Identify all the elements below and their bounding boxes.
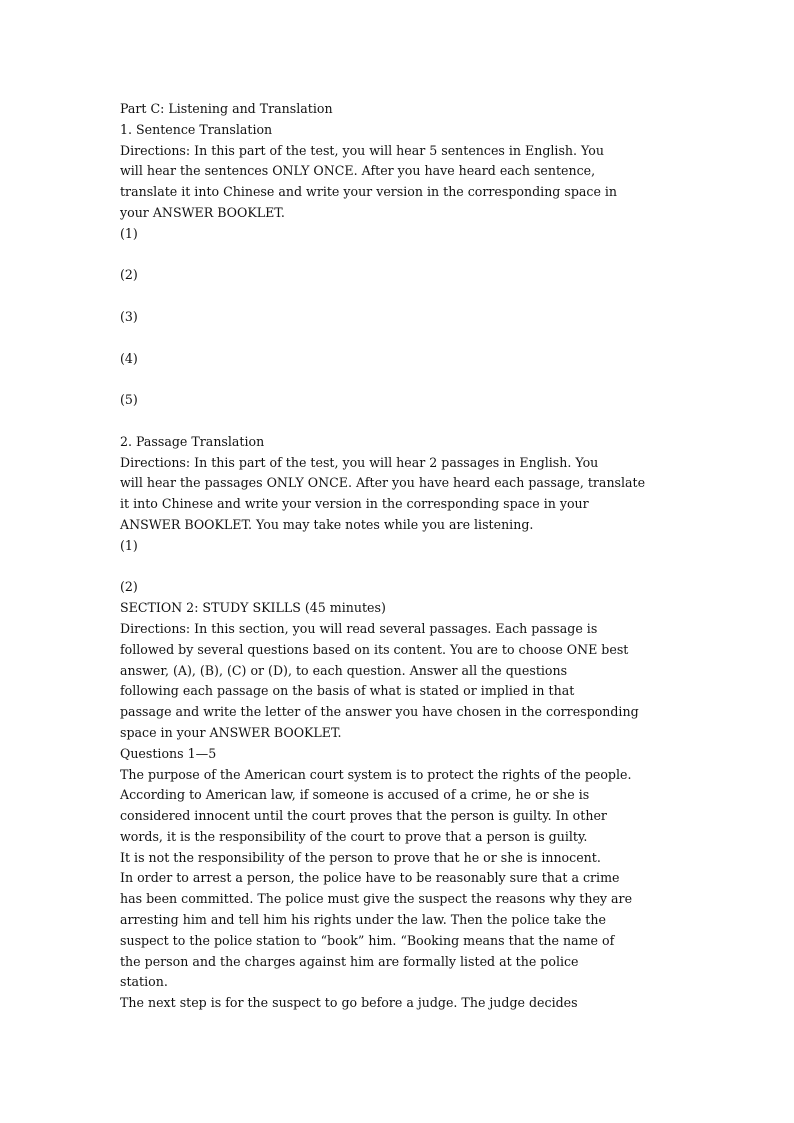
passage-line: suspect to the police station to “book” him. “Booking means that the name of bbox=[120, 932, 615, 948]
passage-line: considered innocent until the court proves that the person is guilty. In other bbox=[120, 808, 607, 824]
section-2-heading: SECTION 2: STUDY SKILLS (45 minutes) bbox=[120, 600, 386, 616]
part-c-heading: Part C: Listening and Translation bbox=[120, 101, 333, 116]
sentence-directions-line: your ANSWER BOOKLET. bbox=[120, 204, 285, 220]
sentence-item: (4) bbox=[120, 350, 138, 366]
passage-item: (1) bbox=[120, 537, 138, 553]
passage-item: (2) bbox=[120, 579, 138, 595]
section-2-directions-line: Directions: In this section, you will read several passages. Each passage is bbox=[120, 620, 598, 636]
sentence-item: (3) bbox=[120, 308, 138, 324]
passage-line: The purpose of the American court system is to protect the rights of the people. bbox=[120, 766, 632, 782]
sentence-directions-line: translate it into Chinese and write your version in the corresponding space in bbox=[120, 184, 618, 200]
passage-directions-line: Directions: In this part of the test, you will hear 2 passages in English. You bbox=[120, 454, 599, 470]
blank-line bbox=[120, 286, 700, 307]
passage-line: According to American law, if someone is accused of a crime, he or she is bbox=[120, 787, 590, 803]
passage-line: arresting him and tell him his rights under the law. Then the police take the bbox=[120, 912, 606, 928]
section-2-directions-line: answer, (A), (B), (C) or (D), to each question. Answer all the questions bbox=[120, 662, 568, 678]
passage-directions-line: it into Chinese and write your version in the corresponding space in your bbox=[120, 496, 589, 512]
passage-line: station. bbox=[120, 974, 168, 990]
section-2-directions-line: followed by several questions based on its content. You are to choose ONE best bbox=[120, 641, 629, 657]
sentence-item: (2) bbox=[120, 267, 138, 283]
blank-line bbox=[120, 557, 700, 578]
blank-line bbox=[120, 328, 700, 349]
sentence-item: (5) bbox=[120, 392, 138, 408]
section-2-directions-line: space in your ANSWER BOOKLET. bbox=[120, 724, 342, 740]
passage-directions-line: will hear the passages ONLY ONCE. After you have heard each passage, translate bbox=[120, 475, 646, 491]
sentence-directions-line: will hear the sentences ONLY ONCE. After you have heard each sentence, bbox=[120, 163, 596, 179]
passage-line: has been committed. The police must give the suspect the reasons why they are bbox=[120, 891, 633, 907]
passage-line: words, it is the responsibility of the court to prove that a person is guilty. bbox=[120, 828, 588, 844]
sentence-directions-line: Directions: In this part of the test, you will hear 5 sentences in English. You bbox=[120, 142, 604, 158]
blank-line bbox=[120, 245, 700, 266]
passage-line: It is not the responsibility of the person to prove that he or she is innocent. bbox=[120, 849, 601, 865]
section-2-directions-line: passage and write the letter of the answer you have chosen in the corresponding bbox=[120, 704, 639, 720]
passage-line: In order to arrest a person, the police have to be reasonably sure that a crime bbox=[120, 870, 620, 886]
passage-line: The next step is for the suspect to go before a judge. The judge decides bbox=[120, 995, 578, 1011]
blank-line bbox=[120, 369, 700, 390]
sentence-item: (1) bbox=[120, 225, 138, 241]
passage-line: the person and the charges against him are formally listed at the police bbox=[120, 953, 579, 969]
section-2-directions-line: following each passage on the basis of what is stated or implied in that bbox=[120, 683, 575, 699]
document-page bbox=[120, 99, 700, 1014]
sentence-translation-title: 1. Sentence Translation bbox=[120, 121, 273, 137]
passage-translation-title: 2. Passage Translation bbox=[120, 433, 265, 449]
passage-directions-line: ANSWER BOOKLET. You may take notes while you are listening. bbox=[120, 516, 534, 532]
questions-label: Questions 1—5 bbox=[120, 745, 217, 761]
blank-line bbox=[120, 411, 700, 432]
